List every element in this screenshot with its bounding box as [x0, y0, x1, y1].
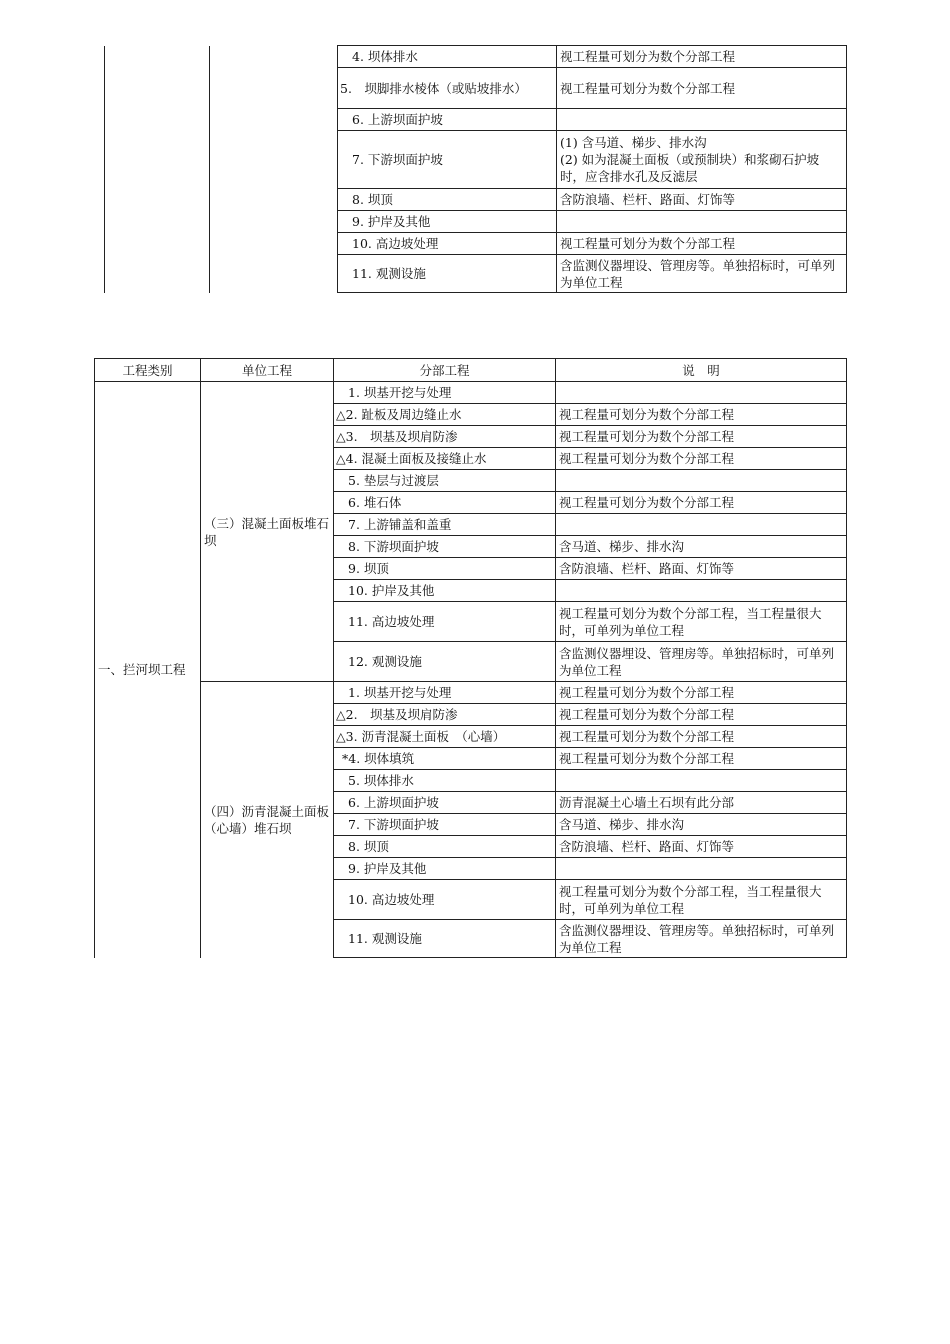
header-category: 工程类别 — [95, 359, 201, 382]
category-cell-empty — [105, 46, 210, 293]
item-cell: 6. 堆石体 — [334, 492, 556, 514]
note-cell: 视工程量可划分为数个分部工程 — [556, 748, 847, 770]
note-cell — [557, 109, 847, 131]
continuation-table — [104, 45, 847, 293]
note-cell: 视工程量可划分为数个分部工程，当工程量很大时，可单列为单位工程 — [556, 880, 847, 920]
note-cell — [557, 131, 847, 189]
item-cell: 8. 下游坝面护坡 — [334, 536, 556, 558]
note-cell: 视工程量可划分为数个分部工程 — [556, 726, 847, 748]
item-cell: 10. 高边坡处理 — [338, 233, 557, 255]
note-cell: 视工程量可划分为数个分部工程，当工程量很大时，可单列为单位工程 — [556, 602, 847, 642]
note-cell: 沥青混凝土心墙土石坝有此分部 — [556, 792, 847, 814]
note-cell — [557, 211, 847, 233]
note-cell: 含马道、梯步、排水沟 — [556, 814, 847, 836]
note-cell — [556, 858, 847, 880]
item-cell: 9. 护岸及其他 — [338, 211, 557, 233]
note-cell — [556, 580, 847, 602]
note-cell: 视工程量可划分为数个分部工程 — [557, 68, 847, 109]
item-cell: 4. 坝体排水 — [338, 46, 557, 68]
note-cell: 视工程量可划分为数个分部工程 — [556, 404, 847, 426]
item-cell: 10. 护岸及其他 — [334, 580, 556, 602]
item-cell: 7. 上游铺盖和盖重 — [334, 514, 556, 536]
note-cell: 视工程量可划分为数个分部工程 — [556, 492, 847, 514]
item-cell: △3. 坝基及坝肩防渗 — [334, 426, 556, 448]
note-cell — [556, 514, 847, 536]
note-cell — [556, 382, 847, 404]
note-cell: 含防浪墙、栏杆、路面、灯饰等 — [556, 558, 847, 580]
item-cell: 11. 观测设施 — [334, 920, 556, 958]
item-cell: 9. 坝顶 — [334, 558, 556, 580]
note-cell: 含防浪墙、栏杆、路面、灯饰等 — [557, 189, 847, 211]
item-cell: 5. 垫层与过渡层 — [334, 470, 556, 492]
item-cell: △4. 混凝土面板及接缝止水 — [334, 448, 556, 470]
item-cell: 12. 观测设施 — [334, 642, 556, 682]
item-cell: △2. 趾板及周边缝止水 — [334, 404, 556, 426]
header-unit: 单位工程 — [201, 359, 334, 382]
note-cell: 视工程量可划分为数个分部工程 — [557, 233, 847, 255]
item-cell: *4. 坝体填筑 — [334, 748, 556, 770]
note-cell: 含监测仪器埋设、管理房等。单独招标时，可单列为单位工程 — [556, 642, 847, 682]
item-cell: 8. 坝顶 — [334, 836, 556, 858]
note-cell — [556, 770, 847, 792]
note-cell: 含监测仪器埋设、管理房等。单独招标时，可单列为单位工程 — [557, 255, 847, 293]
header-note: 说 明 — [556, 359, 847, 382]
item-cell: △3. 沥青混凝土面板 （心墙） — [334, 726, 556, 748]
note-cell: 含监测仪器埋设、管理房等。单独招标时，可单列为单位工程 — [556, 920, 847, 958]
header-item: 分部工程 — [334, 359, 556, 382]
note-cell: 视工程量可划分为数个分部工程 — [556, 704, 847, 726]
item-cell: 7. 下游坝面护坡 — [334, 814, 556, 836]
note-cell: 含防浪墙、栏杆、路面、灯饰等 — [556, 836, 847, 858]
item-cell: 1. 坝基开挖与处理 — [334, 382, 556, 404]
division-table — [94, 358, 847, 958]
item-cell: 6. 上游坝面护坡 — [338, 109, 557, 131]
note-cell: 视工程量可划分为数个分部工程 — [557, 46, 847, 68]
table-header-row — [95, 359, 847, 382]
item-cell: 1. 坝基开挖与处理 — [334, 682, 556, 704]
note-cell — [556, 470, 847, 492]
item-cell: 11. 观测设施 — [338, 255, 557, 293]
note-cell: 视工程量可划分为数个分部工程 — [556, 448, 847, 470]
table-row — [105, 46, 847, 68]
note-line: (1) 含马道、梯步、排水沟 — [560, 135, 707, 150]
note-cell: 视工程量可划分为数个分部工程 — [556, 682, 847, 704]
unit-cell: （四）沥青混凝土面板（心墙）堆石坝 — [201, 682, 334, 958]
note-line: (2) 如为混凝土面板（或预制块）和浆砌石护坡时，应含排水孔及反滤层 — [560, 152, 820, 184]
note-cell: 视工程量可划分为数个分部工程 — [556, 426, 847, 448]
item-cell: △2. 坝基及坝肩防渗 — [334, 704, 556, 726]
item-cell: 11. 高边坡处理 — [334, 602, 556, 642]
item-cell: 5. 坝脚排水棱体（或贴坡排水） — [338, 68, 557, 109]
unit-cell: （三）混凝土面板堆石坝 — [201, 382, 334, 682]
table-row — [95, 382, 847, 404]
item-cell: 9. 护岸及其他 — [334, 858, 556, 880]
unit-cell-empty — [210, 46, 338, 293]
table-row — [95, 682, 847, 704]
note-cell: 含马道、梯步、排水沟 — [556, 536, 847, 558]
item-cell: 5. 坝体排水 — [334, 770, 556, 792]
item-cell: 6. 上游坝面护坡 — [334, 792, 556, 814]
category-cell: 一、拦河坝工程 — [95, 382, 201, 958]
item-cell: 10. 高边坡处理 — [334, 880, 556, 920]
item-cell: 7. 下游坝面护坡 — [338, 131, 557, 189]
item-cell: 8. 坝顶 — [338, 189, 557, 211]
